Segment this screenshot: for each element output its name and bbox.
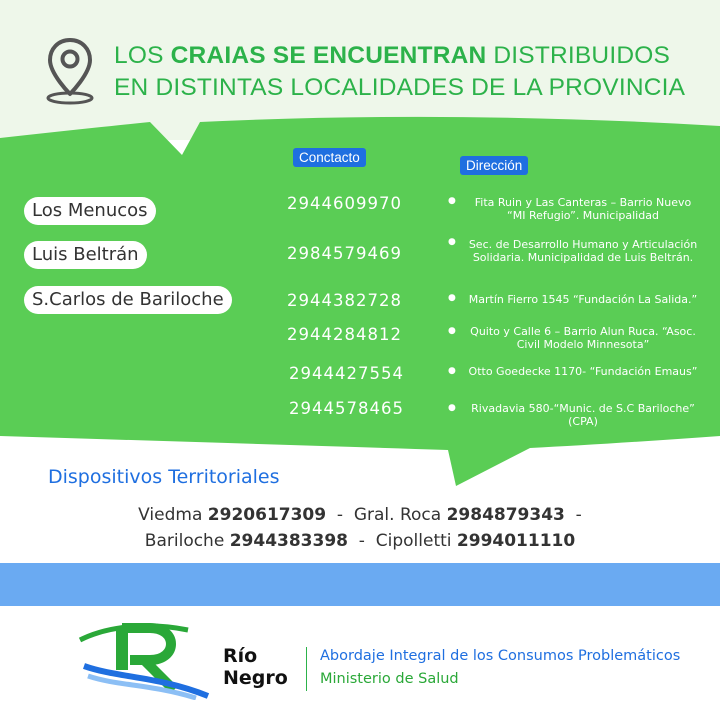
address-item: Otto Goedecke 1170- “Fundación Emaus”: [468, 365, 698, 378]
bullet-icon: ●: [448, 326, 456, 336]
phone-number[interactable]: 2944578465: [289, 399, 404, 418]
phone-number[interactable]: 2944609970: [287, 194, 402, 213]
locality-bariloche: S.Carlos de Bariloche: [24, 286, 232, 314]
phone-number[interactable]: 2944382728: [287, 291, 402, 310]
address-item: Fita Ruin y Las Canteras – Barrio Nuevo “MI Refugio”. Municipalidad: [474, 196, 692, 222]
dispositivos-title: Dispositivos Territoriales: [48, 466, 280, 488]
address-item: Quito y Calle 6 – Barrio Alun Ruca. “Asoc. Civil Modelo Minnesota”: [470, 325, 696, 351]
blue-band: [0, 563, 720, 606]
logo-text: Río Negro: [223, 645, 288, 689]
rio-negro-logo: [78, 618, 218, 700]
bullet-icon: ●: [448, 293, 456, 303]
bullet-icon: ●: [448, 403, 456, 413]
dispositivos-line-1: Viedma 2920617309 - Gral. Roca 2984879343 -: [138, 505, 582, 525]
bullet-icon: ●: [448, 196, 456, 206]
phone-number[interactable]: 2944427554: [289, 364, 404, 383]
program-name: Abordaje Integral de los Consumos Problemáticos: [320, 648, 681, 664]
address-column-header: Dirección: [460, 156, 528, 175]
ministry-name: Ministerio de Salud: [320, 671, 459, 687]
locality-los-menucos: Los Menucos: [24, 197, 156, 225]
bullet-icon: ●: [448, 366, 456, 376]
address-item: Sec. de Desarrollo Humano y Articulación Solidaria. Municipalidad de Luis Beltrán.: [468, 238, 698, 264]
bullet-icon: ●: [448, 237, 456, 247]
dispositivos-line-2: Bariloche 2944383398 - Cipolletti 2994011110: [144, 531, 576, 551]
map-pin-icon: [44, 34, 100, 106]
phone-number[interactable]: 2944284812: [287, 325, 402, 344]
address-item: Martín Fierro 1545 “Fundación La Salida.”: [468, 293, 698, 306]
locality-luis-beltran: Luis Beltrán: [24, 241, 147, 269]
contact-column-header: Conctacto: [293, 148, 366, 167]
divider: [306, 647, 307, 691]
phone-number[interactable]: 2984579469: [287, 244, 402, 263]
page-title: LOS CRAIAS SE ENCUENTRAN DISTRIBUIDOS EN DISTINTAS LOCALIDADES DE LA PROVINCIA: [114, 42, 686, 101]
address-item: Rivadavia 580-“Munic. de S.C Bariloche” (CPA): [471, 402, 695, 428]
